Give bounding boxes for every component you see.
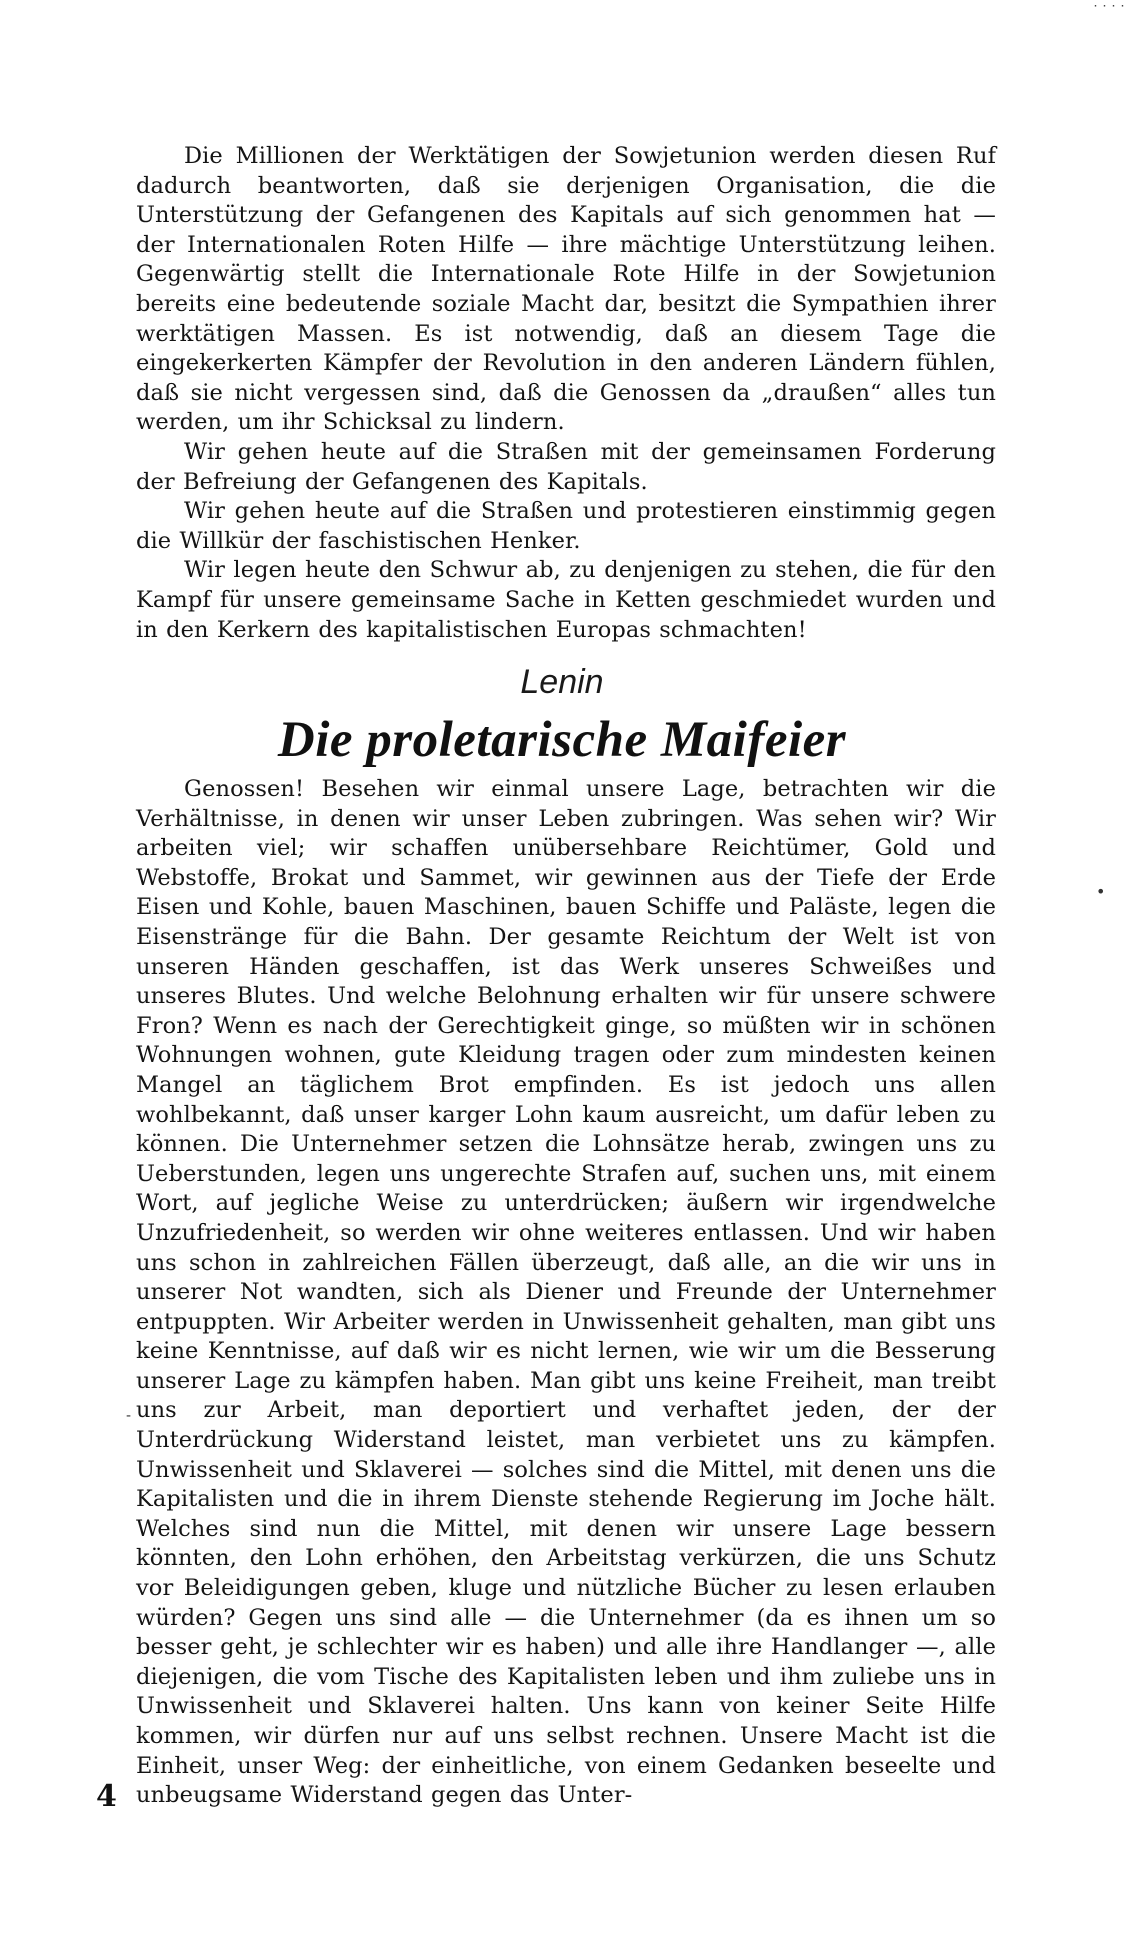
article-text-block (136, 775, 996, 1811)
top-margin-mark: ˙˙˙˙ (1092, 4, 1128, 20)
article-paragraph: Genossen! Besehen wir einmal unsere Lage, betrachten wir die Verhältnisse, in denen wir unser Leben zubringen. Was sehen wir? Wir arbeiten viel; wir schaffen unübersehbare Reichtümer, Gold und Webstoffe, Brokat und Sammet, wir gewinnen aus der Tiefe der Erde Eisen und Kohle, bauen Maschinen, bauen Schiffe und Paläste, legen die Eisenstränge für die Bahn. Der gesamte Reichtum der Welt ist von unseren Händen geschaffen, ist das Werk unseres Schweißes und unseres Blutes. Und welche Belohnung erhalten wir für unsere schwere Fron? Wenn es nach der Gerechtigkeit ginge, so müßten wir in schönen Wohnungen wohnen, gute Kleidung tragen oder zum mindesten keinen Mangel an täglichem Brot empfinden. Es ist jedoch uns allen wohlbekannt, daß unser karger Lohn kaum ausreicht, um dafür leben zu können. Die Unternehmer setzen die Lohnsätze herab, zwingen uns zu Ueberstunden, legen uns ungerechte Strafen auf, suchen uns, mit einem Wort, auf jegliche Weise zu unterdrücken; äußern wir irgendwelche Unzufriedenheit, so werden wir ohne weiteres entlassen. Und wir haben uns schon in zahlreichen Fällen überzeugt, daß alle, an die wir uns in unserer Not wandten, sich als Diener und Freunde der Unternehmer entpuppten. Wir Arbeiter werden in Unwissenheit gehalten, man gibt uns keine Kenntnisse, auf daß wir es nicht lernen, wie wir um die Besserung unserer Lage zu kämpfen haben. Man gibt uns keine Freiheit, man treibt uns zur Arbeit, man deportiert und verhaftet jeden, der der Unterdrückung Widerstand leistet, man verbietet uns zu kämpfen. Unwissenheit und Sklaverei — solches sind die Mittel, mit denen uns die Kapitalisten und die in ihrem Dienste stehende Regierung im Joche hält. Welches sind nun die Mittel, mit denen wir unsere Lage bessern könnten, den Lohn erhöhen, den Arbeitstag verkürzen, die uns Schutz vor Beleidigungen geben, kluge und nützliche Bücher zu lesen erlauben würden? Gegen uns sind alle — die Unternehmer (da es ihnen um so besser geht, je schlechter wir es haben) und alle ihre Handlanger —, alle diejenigen, die vom Tische des Kapitalisten leben und ihm zuliebe uns in Unwissenheit und Sklaverei halten. Uns kann von keiner Seite Hilfe kommen, wir dürfen nur auf uns selbst rechnen. Unsere Macht ist die Einheit, unser Weg: der einheitliche, von einem Gedanken beseelte und unbeugsame Widerstand gegen das Unter- (136, 776, 996, 1809)
article-title: Die proletarische Maifeier (277, 712, 847, 768)
intro-paragraph: Wir gehen heute auf die Straßen und protestieren einstimmig gegen die Willkür der faschistischen Henker. (136, 498, 996, 554)
intro-paragraph: Wir legen heute den Schwur ab, zu denjenigen zu stehen, die für den Kampf für unsere gemeinsame Sache in Ketten geschmiedet wurden und in den Kerkern des kapitalistischen Europas schmachten! (136, 557, 996, 643)
page-number: 4 (96, 1779, 117, 1814)
intro-text-block (136, 142, 996, 645)
intro-paragraph: Die Millionen der Werktätigen der Sowjetunion werden diesen Ruf dadurch beantworten, daß sie derjenigen Organisation, die die Unterstützung der Gefangenen des Kapitals auf sich genommen hat — der Internationalen Roten Hilfe — ihre mächtige Unterstützung leihen. Gegenwärtig stellt die Internationale Rote Hilfe in der Sowjetunion bereits eine bedeutende soziale Macht dar, besitzt die Sympathien ihrer werktätigen Massen. Es ist notwendig, daß an diesem Tage die eingekerkerten Kämpfer der Revolution in den anderen Ländern fühlen, daß sie nicht vergessen sind, daß die Genossen da „draußen“ alles tun werden, um ihr Schicksal zu lindern. (136, 143, 996, 436)
article-author: Lenin (520, 663, 604, 701)
right-margin-mark: • (1096, 882, 1106, 901)
left-margin-mark: - (126, 1408, 132, 1424)
intro-paragraph: Wir gehen heute auf die Straßen mit der gemeinsamen Forderung der Befreiung der Gefangenen des Kapitals. (136, 438, 996, 495)
